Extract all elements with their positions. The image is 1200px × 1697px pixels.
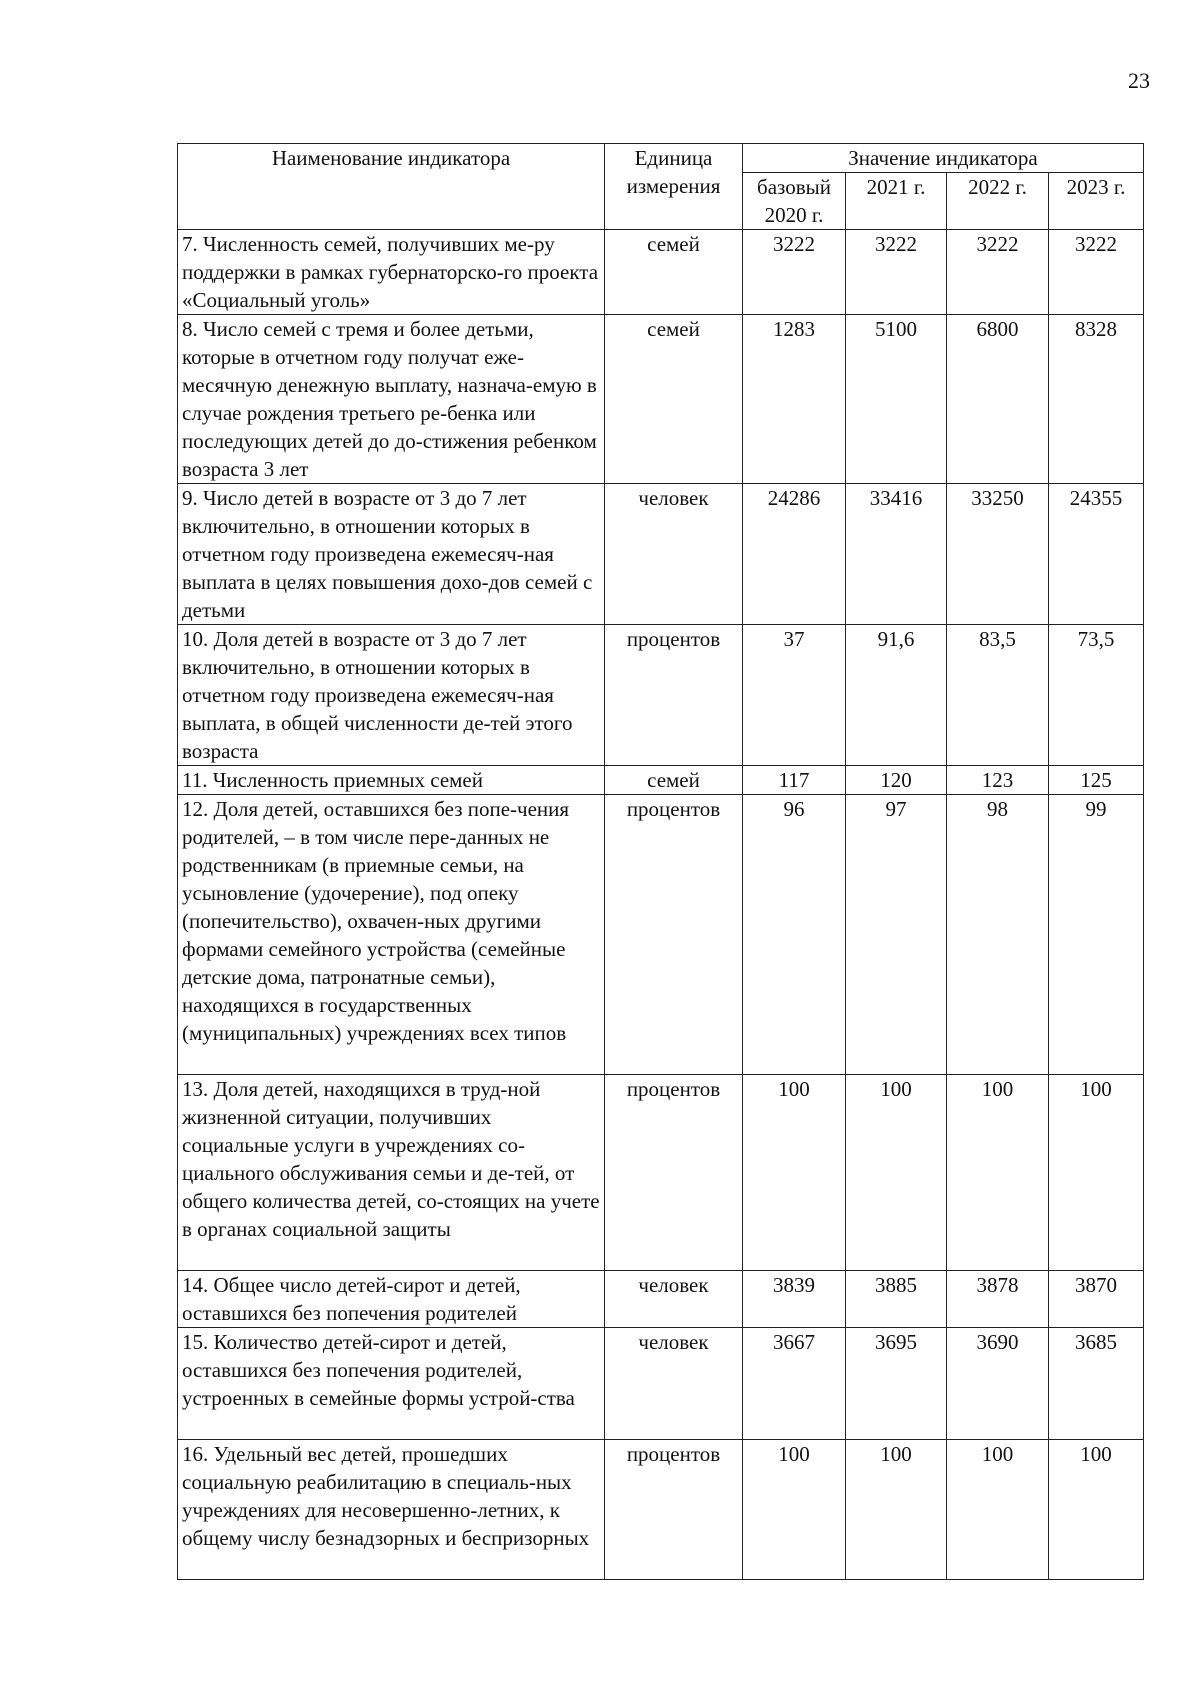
value-2023-cell: 100 [1049,1075,1144,1271]
value-2022-cell: 3222 [947,230,1049,315]
unit-cell: процентов [605,625,743,766]
value-2021-cell: 3885 [846,1271,947,1328]
header-year-2021: 2021 г. [846,173,947,230]
value-2021-cell: 91,6 [846,625,947,766]
table-row [178,484,1144,625]
indicator-name-cell: 13. Доля детей, находящихся в труд-ной жизненной ситуации, получивших социальные услуги в учреждениях со-циального обслуживания семьи и де-тей, от общего количества детей, со-стоящих на учете в органах социальной защиты [178,1075,605,1271]
value-2023-cell: 8328 [1049,315,1144,484]
value-base-2020-cell: 1283 [743,315,846,484]
value-2023-cell: 125 [1049,766,1144,795]
unit-cell: процентов [605,1440,743,1580]
value-2022-cell: 98 [947,795,1049,1075]
value-2023-cell: 3222 [1049,230,1144,315]
value-2023-cell: 24355 [1049,484,1144,625]
indicator-name-cell: 7. Численность семей, получивших ме-ру поддержки в рамках губернаторско-го проекта «Социальный уголь» [178,230,605,315]
value-base-2020-cell: 37 [743,625,846,766]
value-2021-cell: 33416 [846,484,947,625]
header-unit-line1: Единица [634,146,713,170]
indicator-name-cell: 14. Общее число детей-сирот и детей, оставшихся без попечения родителей [178,1271,605,1328]
unit-cell: семей [605,230,743,315]
unit-cell: человек [605,484,743,625]
indicator-name-cell: 15. Количество детей-сирот и детей, оставшихся без попечения родителей, устроенных в семейные формы устрой-ства [178,1328,605,1440]
indicator-name-cell: 12. Доля детей, оставшихся без попе-чения родителей, – в том числе пере-данных не родственникам (в приемные семьи, на усыновление (удочерение), под опеку (попечительство), охвачен-ных другими формами семейного устройства (семейные детские дома, патронатные семьи), находящихся в государственных (муниципальных) учреждениях всех типов [178,795,605,1075]
unit-cell: семей [605,315,743,484]
value-2023-cell: 3685 [1049,1328,1144,1440]
value-2022-cell: 83,5 [947,625,1049,766]
value-2021-cell: 5100 [846,315,947,484]
indicator-name-cell: 10. Доля детей в возрасте от 3 до 7 лет включительно, в отношении которых в отчетном году произведена ежемесяч-ная выплата, в общей численности де-тей этого возраста [178,625,605,766]
value-2022-cell: 3878 [947,1271,1049,1328]
table-row [178,1271,1144,1328]
value-2023-cell: 100 [1049,1440,1144,1580]
value-2022-cell: 6800 [947,315,1049,484]
value-base-2020-cell: 100 [743,1440,846,1580]
value-2022-cell: 100 [947,1075,1049,1271]
table-row [178,766,1144,795]
value-base-2020-cell: 3667 [743,1328,846,1440]
table-row [178,625,1144,766]
indicator-name-cell: 9. Число детей в возрасте от 3 до 7 лет включительно, в отношении которых в отчетном году произведена ежемесяч-ная выплата в целях повышения дохо-дов семей с детьми [178,484,605,625]
value-2023-cell: 3870 [1049,1271,1144,1328]
unit-cell: человек [605,1271,743,1328]
value-2021-cell: 3222 [846,230,947,315]
indicator-name-cell: 16. Удельный вес детей, прошедших социальную реабилитацию в специаль-ных учреждениях для несовершенно-летних, к общему числу безнадзорных и беспризорных [178,1440,605,1580]
value-2022-cell: 3690 [947,1328,1049,1440]
indicator-table [177,143,1144,1580]
value-2023-cell: 73,5 [1049,625,1144,766]
table-row [178,230,1144,315]
value-base-2020-cell: 3839 [743,1271,846,1328]
value-base-2020-cell: 96 [743,795,846,1075]
value-base-2020-cell: 117 [743,766,846,795]
header-unit [605,144,743,230]
header-base-line1: базовый [757,175,831,199]
header-year-2023: 2023 г. [1049,173,1144,230]
page-number: 23 [1128,68,1150,93]
unit-cell: процентов [605,1075,743,1271]
header-base-year [743,173,846,230]
table-row [178,315,1144,484]
header-year-2022: 2022 г. [947,173,1049,230]
value-2021-cell: 120 [846,766,947,795]
value-base-2020-cell: 100 [743,1075,846,1271]
value-2022-cell: 33250 [947,484,1049,625]
table-row [178,795,1144,1075]
value-2022-cell: 100 [947,1440,1049,1580]
value-2021-cell: 3695 [846,1328,947,1440]
value-2021-cell: 100 [846,1075,947,1271]
value-2021-cell: 97 [846,795,947,1075]
indicator-name-cell: 11. Численность приемных семей [178,766,605,795]
value-base-2020-cell: 24286 [743,484,846,625]
value-2023-cell: 99 [1049,795,1144,1075]
unit-cell: процентов [605,795,743,1075]
indicator-name-cell: 8. Число семей с тремя и более детьми, которые в отчетном году получат еже-месячную денежную выплату, назнача-емую в случае рождения третьего ре-бенка или последующих детей до до-стижения ребенком возраста 3 лет [178,315,605,484]
header-indicator-value: Значение индикатора [743,144,1144,173]
value-base-2020-cell: 3222 [743,230,846,315]
table-row [178,1328,1144,1440]
header-unit-line2: измерения [626,174,721,198]
value-2021-cell: 100 [846,1440,947,1580]
header-base-line2: 2020 г. [764,203,824,227]
value-2022-cell: 123 [947,766,1049,795]
table-row [178,1075,1144,1271]
table-body [178,230,1144,1580]
unit-cell: семей [605,766,743,795]
table-row [178,1440,1144,1580]
unit-cell: человек [605,1328,743,1440]
header-indicator-name: Наименование индикатора [178,144,605,230]
